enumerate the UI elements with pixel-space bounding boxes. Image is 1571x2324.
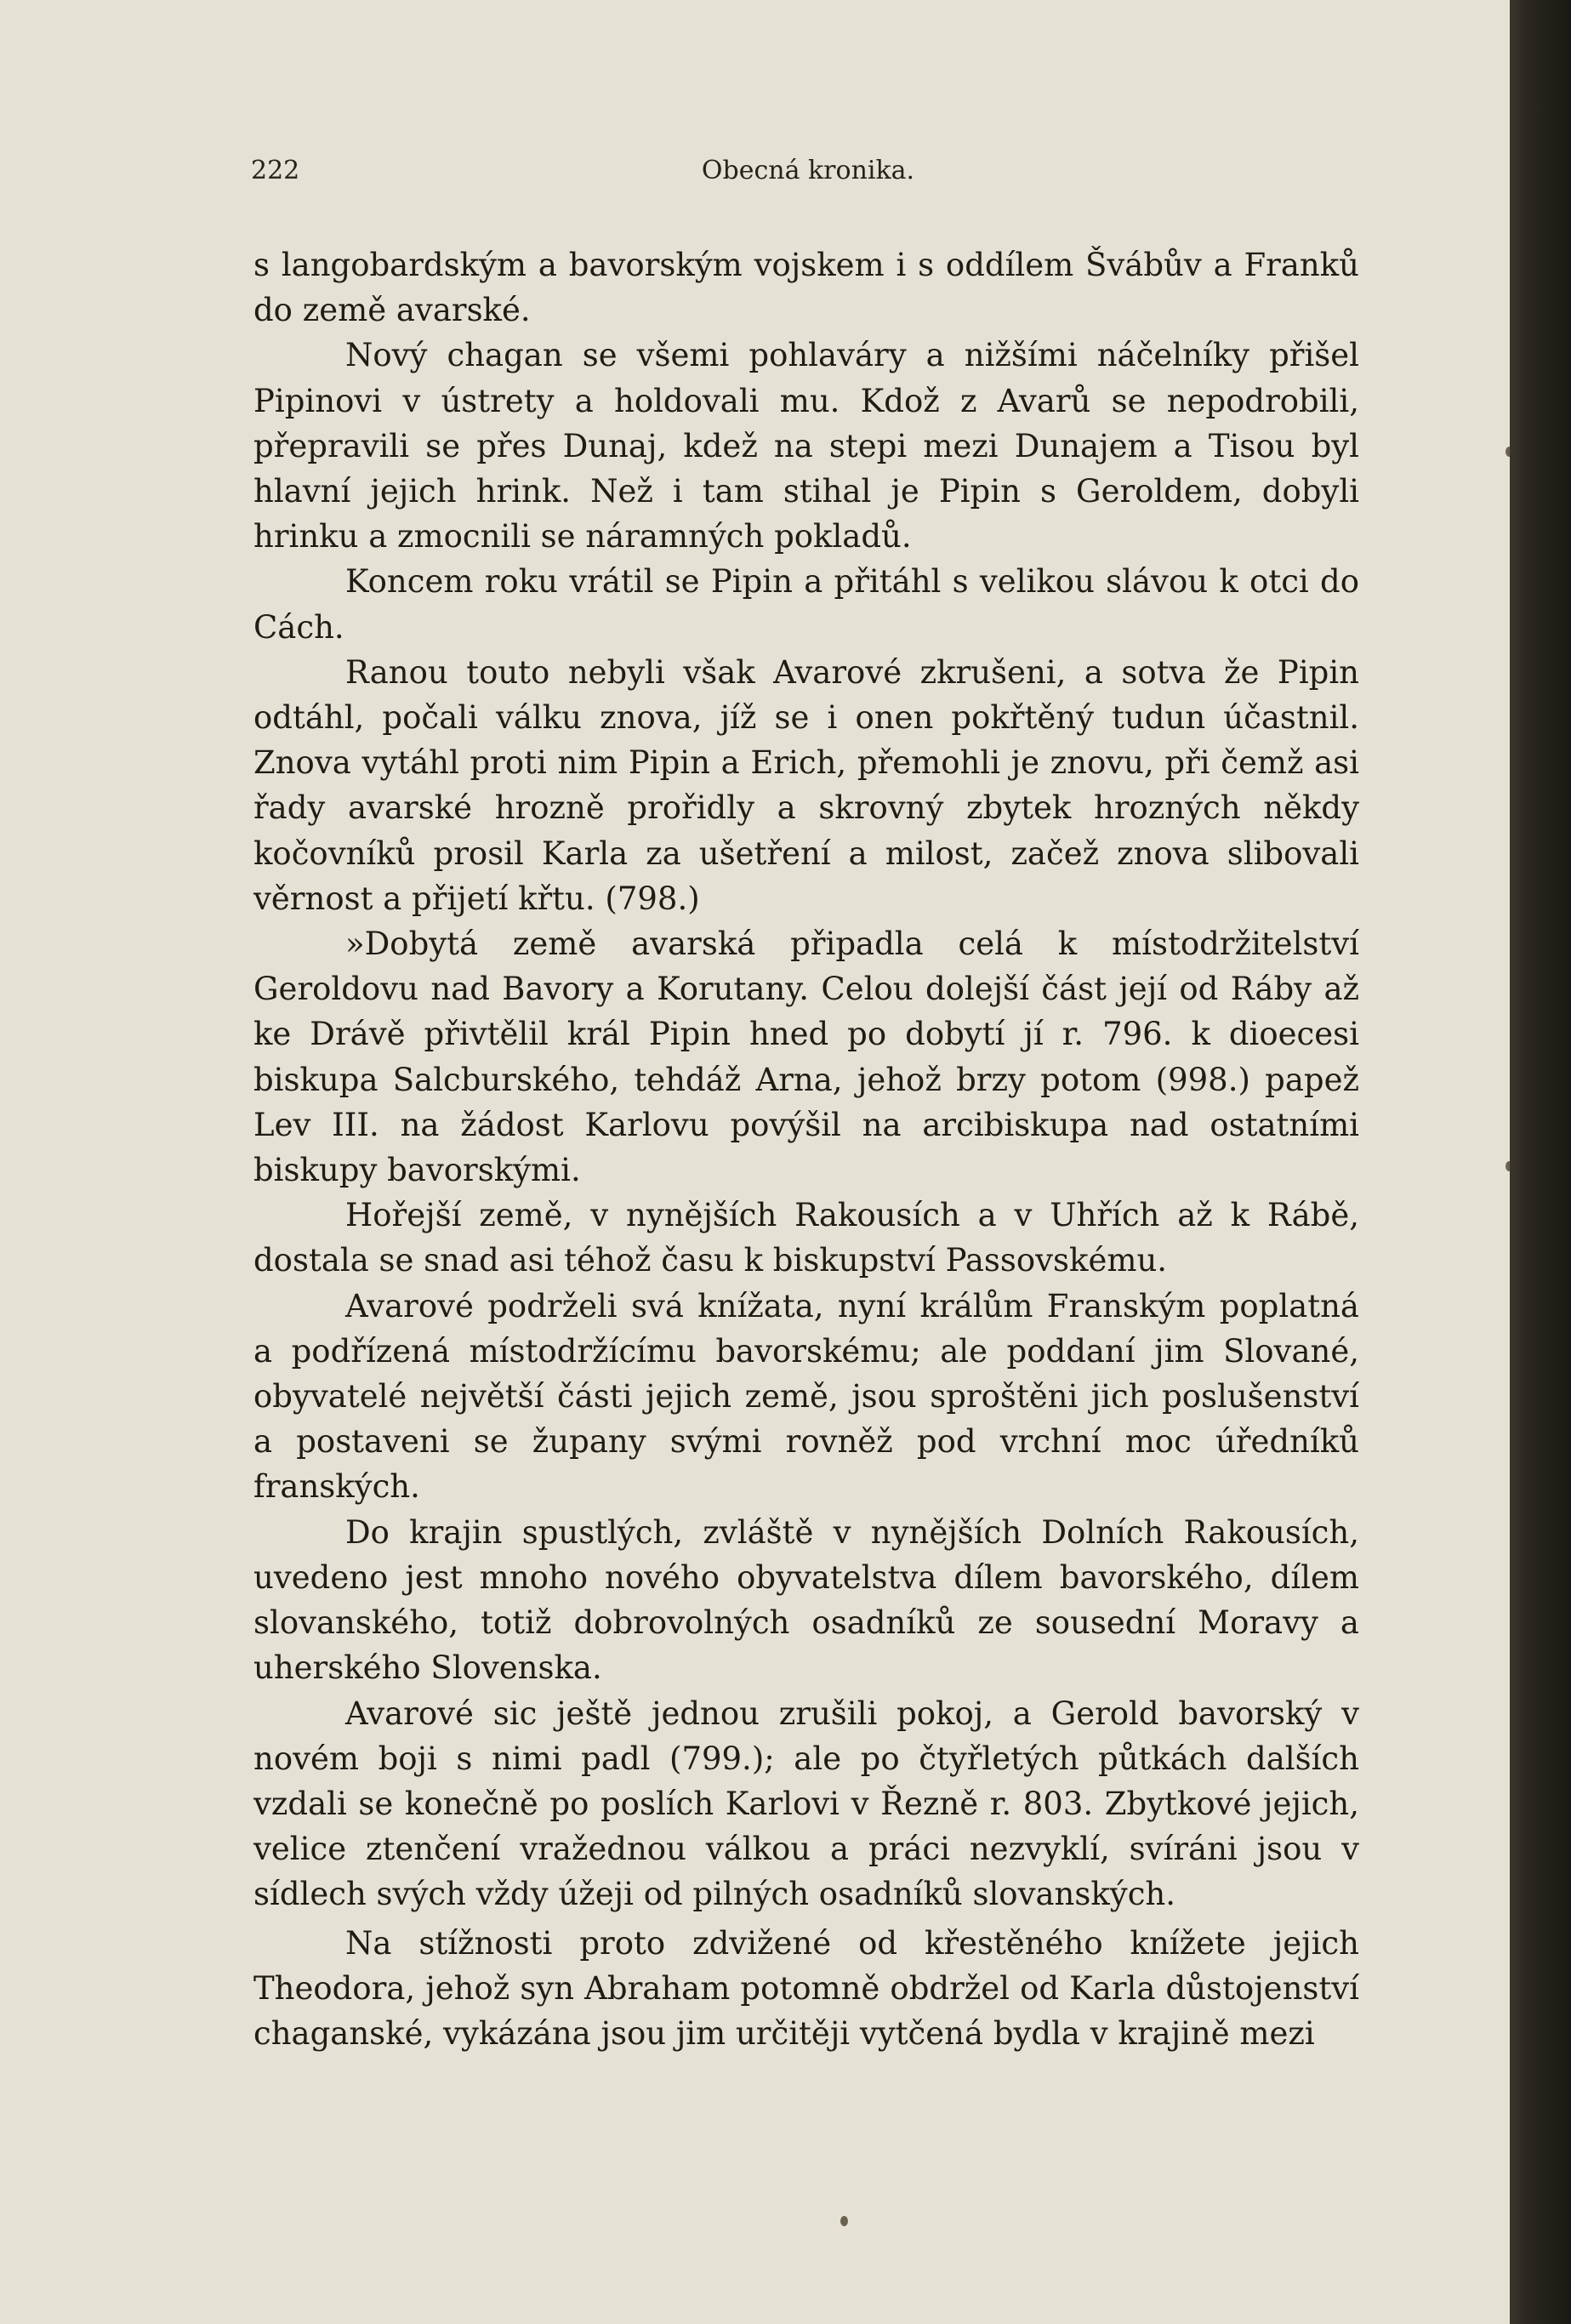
page-header (251, 156, 1365, 190)
paragraph: Hořejší země, v nynějších Rakousích a v Uhřích až k Rábě, dostala se snad asi téhož času k biskupství Passovskému. (253, 1197, 1359, 1279)
running-title: Obecná kronika. (701, 156, 915, 185)
paragraph: Avarové podrželi svá knížata, nyní králům Franským poplatná a podřízená místodržícímu bavorskému; ale poddaní jim Slované, obyvatelé největší části jejich země, jsou sproštěni jich poslušenství a postaveni se župany svými rovněž pod vrchní moc úředníků franských. (253, 1287, 1359, 1506)
paragraph: Ranou touto nebyli však Avarové zkrušeni, a sotva že Pipin odtáhl, počali válku znova, jíž se i onen pokřtěný tudun účastnil. Znova vytáhl proti nim Pipin a Erich, přemohli je znovu, při čemž asi řady avarské hrozně prořidly a skrovný zbytek hrozných někdy kočovníků prosil Karla za ušetření a milost, začež znova slibovali věrnost a přijetí křtu. (798.) (253, 653, 1359, 917)
paragraph: Koncem roku vrátil se Pipin a přitáhl s velikou slávou k otci do Cách. (253, 563, 1359, 646)
page-number: 222 (251, 156, 300, 185)
paragraph: Avarové sic ještě jednou zrušili pokoj, a Gerold bavorský v novém boji s nimi padl (799.); ale po čtyřletých půtkách dalších vzdali se konečně po poslích Karlovi v Řezně r. 803. Zbytkové jejich, velice ztenčení vražednou válkou a práci nezvyklí, svíráni jsou v sídlech svých vždy úžeji od pilných osadníků slovanských. (253, 1695, 1359, 1913)
ink-speck (840, 2216, 848, 2226)
book-binding (1510, 0, 1571, 2324)
paragraph: s langobardským a bavorským vojskem i s oddílem Švábův a Franků do země avarské. (253, 247, 1359, 329)
paragraph: Na stížnosti proto zdvižené od křestěného knížete jejich Theodora, jehož syn Abraham potomně obdržel od Karla důstojenství chaganské, vykázána jsou jim určitěji vytčená bydla v krajině mezi (253, 1924, 1359, 2052)
text-body (253, 242, 1359, 2056)
paragraph: Nový chagan se všemi pohlaváry a nižšími náčelníky přišel Pipinovi v ústrety a holdovali mu. Kdož z Avarů se nepodrobili, přepravili se přes Dunaj, kdež na stepi mezi Dunajem a Tisou byl hlavní jejich hrink. Než i tam stihal je Pipin s Geroldem, dobyli hrinku a zmocnili se náramných pokladů. (253, 337, 1359, 555)
paragraph: Do krajin spustlých, zvláště v nynějších Dolních Rakousích, uvedeno jest mnoho nového obyvatelstva dílem bavorského, dílem slovanského, totiž dobrovolných osadníků ze sousední Moravy a uherského Slovenska. (253, 1513, 1359, 1687)
paragraph: »Dobytá země avarská připadla celá k místodržitelství Geroldovu nad Bavory a Korutany. Celou dolejší část její od Ráby až ke Drávě přivtělil král Pipin hned po dobytí jí r. 796. k dioecesi biskupa Salcburského, tehdáž Arna, jehož brzy potom (998.) papež Lev III. na žádost Karlovu povýšil na arcibiskupa nad ostatními biskupy bavorskými. (253, 926, 1359, 1189)
